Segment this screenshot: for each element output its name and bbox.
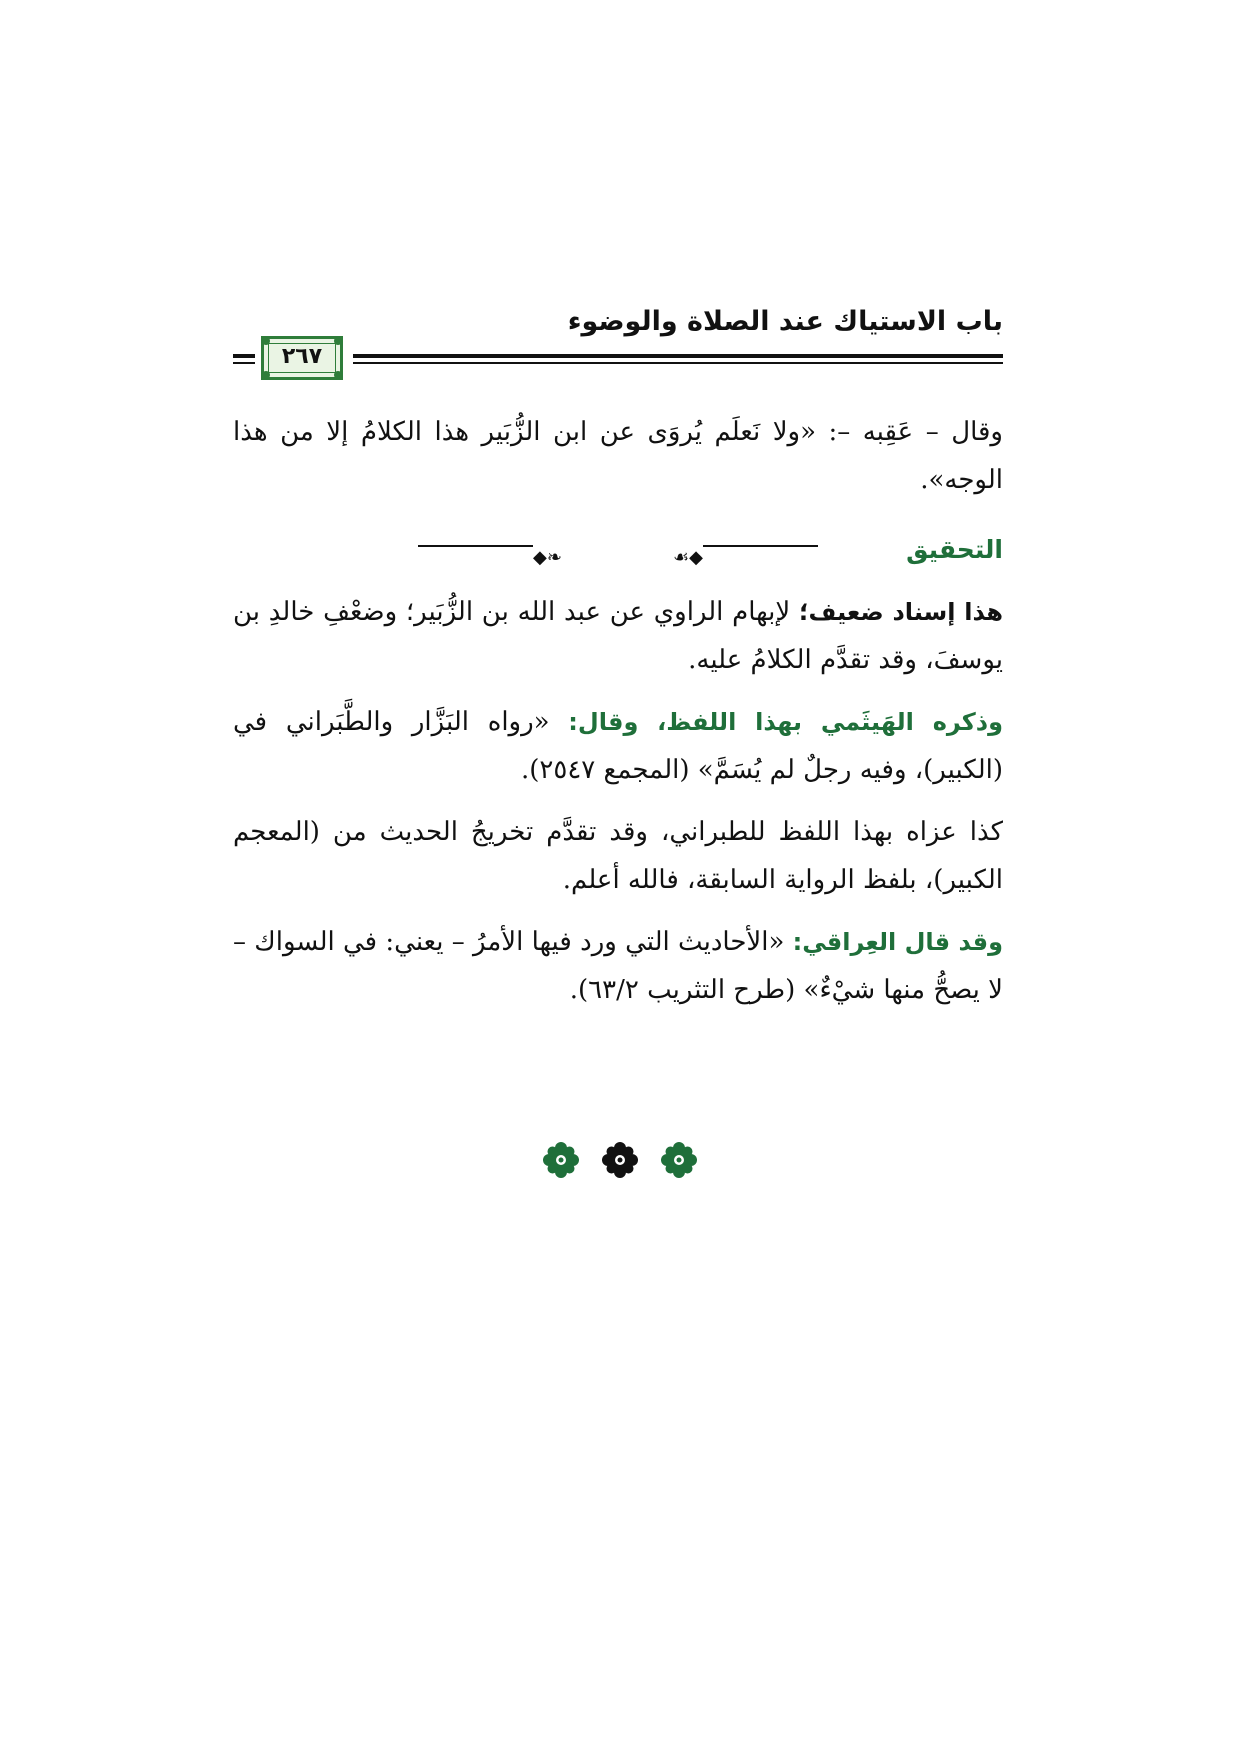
paragraph-text: لإبهام الراوي عن عبد الله بن الزُّبَير؛ وضعْفِ خالدِ بن يوسفَ، وقد تقدَّم الكلامُ عليه. [233, 597, 1003, 675]
corner-ornament-icon [262, 371, 270, 379]
header-rule-thin [353, 362, 1003, 364]
divider-flourish-icon: ◆❧ [533, 547, 562, 568]
page-number-badge [261, 336, 343, 380]
section-divider [233, 518, 1003, 574]
section-title: التحقيق [906, 535, 1003, 564]
paragraph-text: كذا عزاه بهذا اللفظ للطبراني، وقد تقدَّم تخريجُ الحديث من (المعجم الكبير)، بلفظ الرواية السابقة، فالله أعلم. [233, 817, 1003, 895]
chapter-title: باب الاستياك عند الصلاة والوضوء [567, 306, 1003, 337]
header-rule-left-thin [233, 362, 255, 364]
paragraph-tabarani [233, 808, 1003, 904]
page-number: ٢٦٧ [281, 344, 323, 369]
corner-ornament-icon [334, 371, 342, 379]
paragraph-isnad [233, 588, 1003, 684]
page-header [233, 306, 1003, 386]
closing-ornaments [0, 1142, 1240, 1178]
flower-ornament-icon [543, 1142, 579, 1178]
paragraph-iraqi [233, 918, 1003, 1014]
flower-ornament-icon [602, 1142, 638, 1178]
paragraph-text: «الأحاديث التي ورد فيها الأمرُ – يعني: في السواك – لا يصحُّ منها شيْءٌ» (طرح التثريب ٦٣/٢). [233, 927, 1003, 1005]
paragraph-text: «رواه البَزَّار والطَّبَراني في (الكبير)، وفيه رجلٌ لم يُسَمَّ» (المجمع ٢٥٤٧). [233, 707, 1003, 785]
page-content [233, 408, 1003, 1028]
paragraph-haythami [233, 698, 1003, 794]
divider-flourish-icon: ☙◆ [673, 547, 703, 568]
flower-ornament-icon [661, 1142, 697, 1178]
divider-line-right [703, 545, 818, 547]
header-rule [353, 354, 1003, 358]
header-rule-left [233, 354, 255, 358]
intro-paragraph: وقال – عَقِبه –: «ولا نَعلَم يُروَى عن ابن الزُّبَير هذا الكلامُ إلا من هذا الوجه». [233, 417, 1003, 495]
paragraph-lead: وقد قال العِراقي: [792, 928, 1004, 956]
paragraph-lead: وذكره الهَيثَمي بهذا اللفظ، وقال: [568, 708, 1003, 736]
paragraph-lead: هذا إسناد ضعيف؛ [798, 598, 1004, 626]
